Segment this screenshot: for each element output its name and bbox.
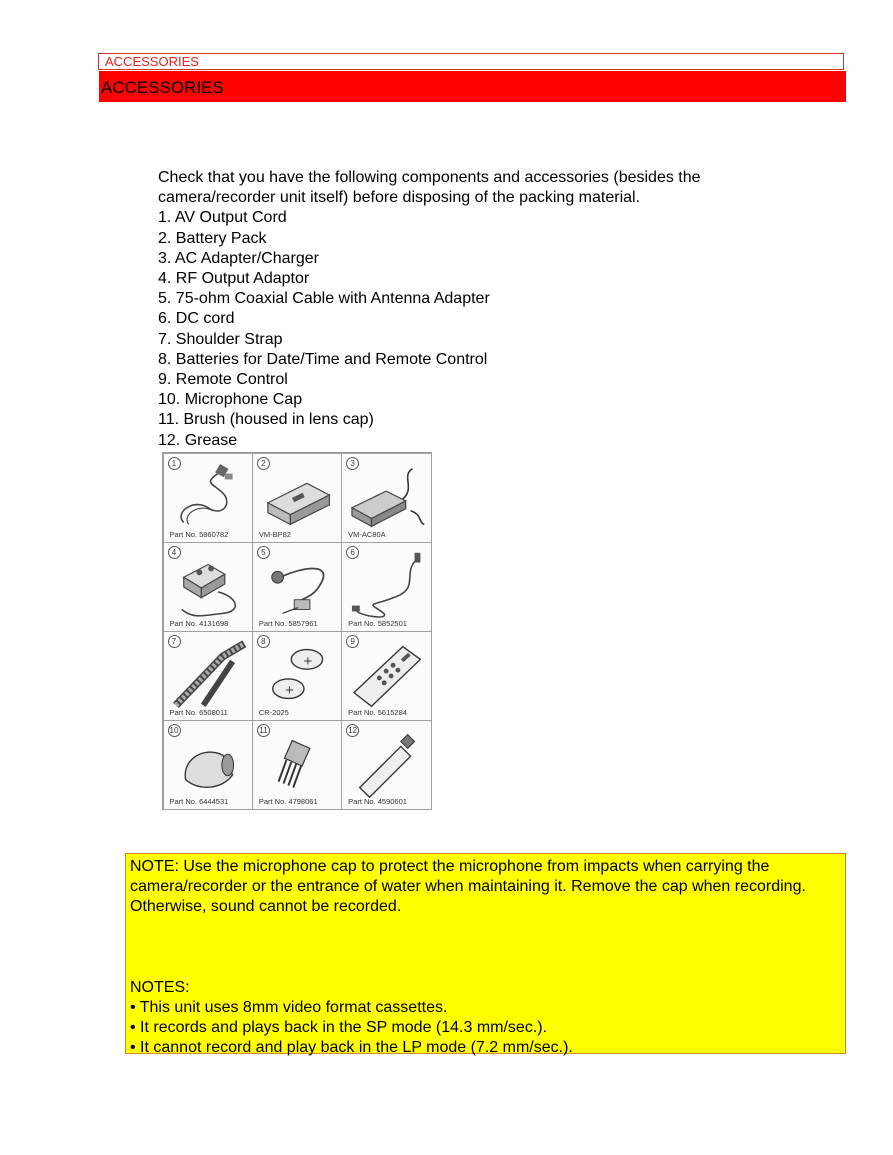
part-caption: Part No. 5615284 [348,707,407,717]
list-item: 11. Brush (housed in lens cap) [158,411,374,429]
figure-cell [341,542,431,632]
item-number: 10 [168,724,181,737]
part-caption: Part No. 5857961 [258,618,318,628]
item-number: 9 [346,635,359,648]
coaxial-cable-icon [253,543,341,631]
item-number: 3 [346,457,359,470]
item-number: 1 [168,457,181,470]
part-caption: Part No. 4798061 [258,796,318,806]
figure-cell [163,542,253,632]
microphone-cap-icon [164,721,252,809]
shoulder-strap-icon [164,632,252,720]
list-item: 10. Microphone Cap [158,391,303,409]
figure-cell [163,453,253,543]
item-number: 4 [168,546,181,559]
item-number: 11 [257,724,270,737]
list-item: 7. Shoulder Strap [158,330,283,348]
part-caption: Part No. 4131698 [169,618,229,628]
figure-cell [252,631,342,721]
remote-control-icon [342,632,430,720]
figure-cell [341,453,431,543]
figure-cell [163,720,253,810]
svg-text:+: + [284,682,295,697]
list-item: 12. Grease [158,431,238,449]
av-cord-icon [164,454,252,542]
item-number: 6 [346,546,359,559]
figure-cell [252,542,342,632]
section-header-banner: ACCESSORIES [99,71,846,102]
accessories-figure [162,452,432,810]
dc-cord-icon [342,543,430,631]
part-caption: VM-AC80A [348,529,386,539]
accessory-list [158,208,798,450]
figure-cell [163,631,253,721]
figure-cell [252,720,342,810]
list-item: 8. Batteries for Date/Time and Remote Control [158,350,488,368]
list-item: • It records and plays back in the SP mode (14.3 mm/sec.). [130,1019,548,1036]
intro-block [158,168,798,451]
list-item: 2. Battery Pack [158,229,267,247]
item-number: 2 [257,457,270,470]
svg-text:+: + [302,652,313,667]
intro-paragraph: Check that you have the following components and accessories (besides the camera/recorder unit itself) before disposing of the packing material. [158,169,701,207]
list-item: • This unit uses 8mm video format cassettes. [130,999,448,1016]
rf-adaptor-icon [164,543,252,631]
ac-adapter-icon [342,454,430,542]
part-caption: Part No. 6444531 [169,796,229,806]
list-item: 3. AC Adapter/Charger [158,249,319,267]
battery-pack-icon [253,454,341,542]
item-number: 5 [257,546,270,559]
list-item: 4. RF Output Adaptor [158,270,310,288]
list-item: • It cannot record and play back in the LP mode (7.2 mm/sec.). [130,1039,573,1056]
note-text: NOTE: Use the microphone cap to protect the microphone from impacts when carrying the camera/recorder or the entrance of water when maintaining it. Remove the cap when recording. Otherwise, sound cannot be recorded. [130,858,806,915]
part-caption: Part No. 4590601 [348,796,407,806]
list-item: 1. AV Output Cord [158,209,287,227]
coin-battery-icon [253,632,341,720]
part-caption: CR-2025 [258,707,289,717]
part-caption: Part No. 5860782 [169,529,229,539]
part-caption: VM-BP82 [258,529,291,539]
figure-cell [341,720,431,810]
section-header-small: ACCESSORIES [98,53,844,70]
item-number: 12 [346,724,359,737]
grease-tube-icon [342,721,430,809]
notes-list [130,998,841,1058]
figure-cell [341,631,431,721]
item-number: 7 [168,635,181,648]
list-item: 6. DC cord [158,310,235,328]
figure-cell [252,453,342,543]
notes-heading: NOTES: [130,979,190,996]
list-item: 5. 75-ohm Coaxial Cable with Antenna Adapter [158,290,490,308]
item-number: 8 [257,635,270,648]
part-caption: Part No. 5852501 [348,618,407,628]
brush-icon [253,721,341,809]
note-box [125,853,846,1054]
part-caption: Part No. 6508011 [169,707,228,717]
list-item: 9. Remote Control [158,371,288,389]
